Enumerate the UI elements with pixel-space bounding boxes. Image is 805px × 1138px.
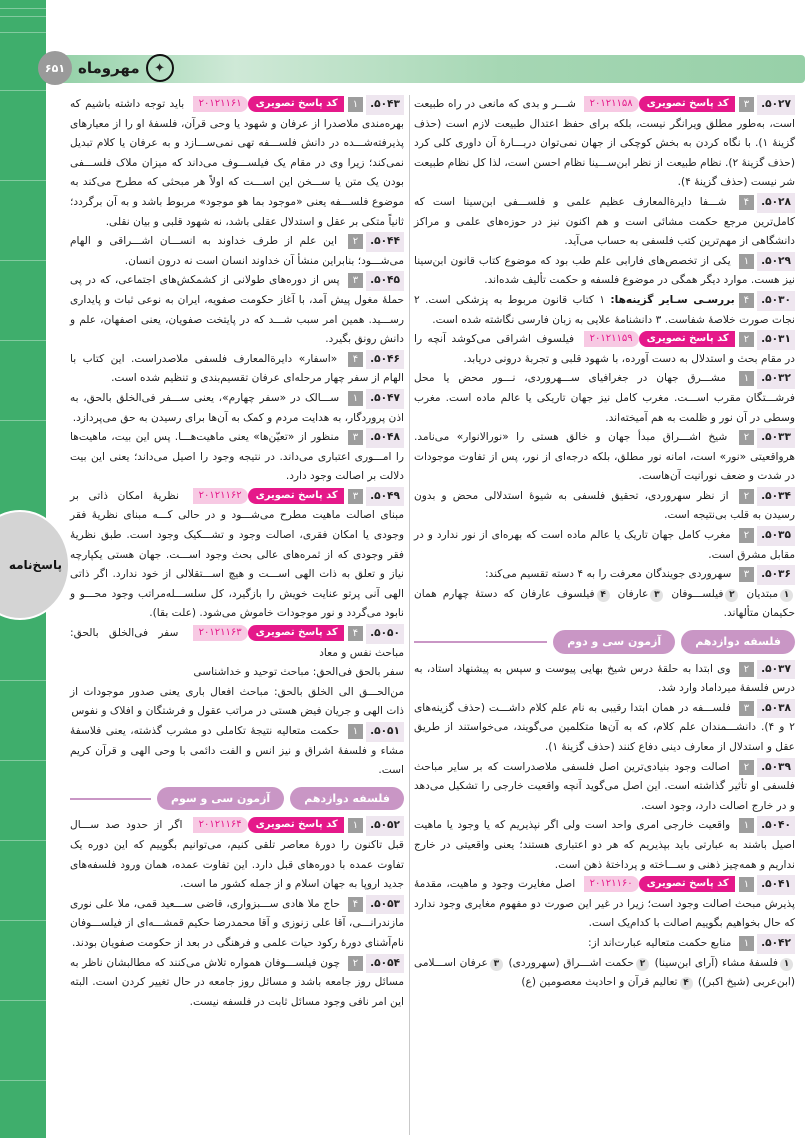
answer-option-badge: ۲ — [739, 662, 754, 677]
video-code-label: کد پاسخ تصویری — [248, 488, 344, 504]
question-number: ۵۰۴۱. — [757, 875, 795, 895]
answer-option-badge: ۱ — [739, 877, 754, 892]
answer-option-badge: ۱ — [739, 936, 754, 951]
answer-text: مشـــرق جهان در جغرافیای ســـهروردی، نـــور محض یا محل فرشـــتگان مقرب اســـت. مغرب کامل نیز جهان تاریکی یا عالم ماده است. مغرب وسطی در آن نور و ظلمت به هم آمیخته‌اند. — [414, 372, 795, 424]
answer-text: این علم از طرف خداوند به انســـان اشـــراقی و الهام می‌شـــود؛ بنابراین منشأ آن خداوند انسان است نه درون انسان. — [70, 235, 404, 267]
answer-text: اصل مغایرت وجود و ماهیت، مقدمهٔ پذیرش مبحث اصالت وجود است؛ زیرا در غیر این صورت دو مفهوم مغایری وجود ندارد که حال بخواهیم بگوییم اصالت با کدام‌یک است. — [414, 878, 795, 930]
answer-item — [414, 330, 795, 369]
answer-option-badge: ۱ — [348, 391, 363, 406]
section-subject-pill: فلسفه دوازدهم — [290, 787, 404, 811]
answer-text: سفر فی‌الخلق بالحق: مباحث نفس و معاد — [70, 627, 404, 659]
choice-number-icon: ۲ — [636, 958, 649, 971]
answer-item — [70, 95, 404, 232]
video-answer-code[interactable] — [584, 876, 735, 892]
question-number: ۵۰۳۹. — [757, 758, 795, 778]
answer-item — [70, 271, 404, 349]
question-number: ۵۰۴۸. — [366, 428, 404, 448]
answer-text: فیلسوف اشراقی می‌کوشد آنچه را در مقام بحث و استدلال به دست آورده، با شهود قلبی و تجربهٔ درونی دریابد. — [414, 333, 795, 365]
answer-item — [70, 816, 404, 894]
answer-item — [414, 95, 795, 193]
answer-text: اگر از حدود صد ســـال قبل تاکنون را دورهٔ معاصر تلقی کنیم، می‌توانیم بگوییم که این دوره یک تفاوت عمده با دوره‌های قبل دارد. این تفاوت عمده، همان ورود فلسفه‌های جدید اروپا به جهان اسلام و از جمله کشور ما است. — [70, 819, 404, 891]
section-exam-pill: آزمون سی و سوم — [157, 787, 284, 811]
section-subject-pill: فلسفه دوازدهم — [681, 630, 795, 654]
answer-option-badge: ۳ — [348, 489, 363, 504]
section-exam-pill: آزمون سی و دوم — [553, 630, 675, 654]
answer-option-badge: ۱ — [739, 371, 754, 386]
answer-option-badge: ۱ — [348, 97, 363, 112]
choice-text: تعالیم قرآن و احادیث معصومین (ع) — [521, 976, 678, 989]
answer-item — [70, 350, 404, 389]
question-number: ۵۰۵۰. — [366, 624, 404, 644]
answer-item — [70, 428, 404, 487]
answer-text: نظریهٔ امکان ذاتی بر مبنای اصالت ماهیت مطرح می‌شـــود و در حالی کـــه مبنای نظریهٔ فقر وجودی یا امکان فقری، اصالت وجود و تشـــکیک وجود است. طبق نظریهٔ فقر وجودی که از ثمره‌های عالی بحث وجود اســـت. جهان هستی یکپارچه نیاز و تعلق به ذات الهی اســـت و هیچ اســـتقلالی از خود ندارد. اگر ذاتی الهی آنی پرتو عنایت خویش را بازگیرد، کل سلســـله‌مراتب وجود محـــو و نابود می‌گردد و نور موجودات خاموش می‌شود. (علت بقا). — [70, 489, 404, 620]
video-answer-code[interactable] — [193, 96, 344, 112]
video-answer-code[interactable] — [584, 331, 735, 347]
video-answer-code[interactable] — [193, 625, 344, 641]
answer-text: واقعیت خارجی امری واحد است ولی اگر نپذیریم که یا وجود یا ماهیت اصیل باشند به عبارتی باید بپذیریم که هر دو اعتباری هستند؛ یعنی واقعیتی در خارج نداریم و همه‌چیز ذهنی و ســـاخته و پرداختهٔ ذهن است. — [414, 819, 795, 871]
video-code-value: ۲۰۱۲۱۱۶۳ — [193, 625, 248, 641]
question-number: ۵۰۳۳. — [757, 428, 795, 448]
answer-option-badge: ۲ — [739, 430, 754, 445]
answer-item — [414, 816, 795, 875]
question-number: ۵۰۲۹. — [757, 252, 795, 272]
answer-text: شیخ اشـــراق مبدأ جهان و خالق هستی را «نورالانوار» می‌نامد. هرواقعیتی «نور» است، امانه نور مطلق، بلکه درجه‌ای از نور، پس از تفاوت موجودات در شدت و ضعف نورانیت آن‌هاست. — [414, 431, 795, 483]
answer-item — [414, 369, 795, 428]
question-number: ۵۰۵۴. — [366, 954, 404, 974]
answer-item — [414, 660, 795, 699]
answer-text: مغرب کامل جهان تاریک یا عالم ماده است که بهره‌ای از نور ندارد و در مقابل مشرق است. — [414, 529, 795, 561]
answer-option-badge: ۴ — [739, 195, 754, 210]
page-number: ۶۵۱ — [38, 51, 72, 85]
answer-text: چون فیلســـوفان همواره تلاش می‌کنند که مطالبشان ناظر به مسائل روز جامعه باشد و مسائل روز جامعه در حال تغییر کردن است. البته این امر نافی وجود مسائل ثابت در فلسفه نیست. — [70, 956, 404, 1008]
answer-option-badge: ۲ — [739, 332, 754, 347]
left-column — [70, 95, 404, 1012]
choice-number-icon: ۱ — [780, 958, 793, 971]
right-column — [414, 95, 795, 993]
question-number: ۵۰۳۷. — [757, 660, 795, 680]
review-heading: بررسـی سـایر گزینه‌ها: — [610, 293, 735, 306]
answer-option-badge: ۱ — [348, 724, 363, 739]
answer-item — [414, 565, 795, 624]
answer-item — [414, 875, 795, 934]
section-rule — [414, 641, 547, 643]
answer-text: منابع حکمت متعالیه عبارت‌اند از: — [588, 936, 732, 949]
answer-item — [414, 428, 795, 487]
answer-item — [414, 758, 795, 817]
answer-extra-line: سفر بالحق فی‌الحق: مباحث توحید و خداشناسی — [193, 666, 404, 679]
video-code-value: ۲۰۱۲۱۱۶۱ — [193, 96, 248, 112]
question-number: ۵۰۲۸. — [757, 193, 795, 213]
video-code-value: ۲۰۱۲۱۱۵۸ — [584, 96, 639, 112]
answer-text: سهروردی جویندگان معرفت را به ۴ دسته تقسیم می‌کند: — [484, 568, 732, 581]
video-code-label: کد پاسخ تصویری — [639, 331, 735, 347]
answer-option-badge: ۴ — [348, 897, 363, 912]
answer-option-badge: ۳ — [348, 430, 363, 445]
choice-text: حکمت اشـــراق (سهروردی) — [508, 956, 634, 969]
butterfly-logo-icon: ✦ — [146, 54, 174, 82]
video-answer-code[interactable] — [193, 817, 344, 833]
question-number: ۵۰۳۵. — [757, 526, 795, 546]
video-code-label: کد پاسخ تصویری — [639, 96, 735, 112]
question-number: ۵۰۵۳. — [366, 895, 404, 915]
video-code-value: ۲۰۱۲۱۱۶۴ — [193, 817, 248, 833]
question-number: ۵۰۴۷. — [366, 389, 404, 409]
answer-text: وی ابتدا به حلقهٔ درس شیخ بهایی پیوست و سپس به پیشنهاد استاد، به درس فلسفهٔ میرداماد وارد شد. — [414, 662, 795, 695]
answer-item — [414, 291, 795, 330]
video-code-label: کد پاسخ تصویری — [639, 876, 735, 892]
choice-text: عرفان اســـلامی (ابن‌عربی (شیخ اکبر)) — [414, 956, 795, 989]
question-number: ۵۰۳۰. — [757, 291, 795, 311]
choice-text: فیلســـوفان — [671, 587, 724, 600]
question-number: ۵۰۲۷. — [757, 95, 795, 115]
answer-option-badge: ۱ — [739, 254, 754, 269]
brand-header — [38, 52, 174, 84]
section-header — [70, 787, 404, 811]
choice-number-icon: ۴ — [680, 977, 693, 990]
answer-text: باید توجه داشته باشیم که بهره‌مندی ملاصدرا از عرفان و شهود یا وحی قرآن، فلسفهٔ او را از معیارهای پذیرفته‌شـــده در دانش فلســـفه تهی نمی‌ســـازد و به عرفان یا کلام تبدیل نمی‌کند؛ زیرا وی در مقام یک فیلســـوف می‌داند که میزان ملاک فلســـفی بودن یک متن یا ســـخن این اســـت که اولاً هر مبحثی که مطرح می‌کند به موضوع فلســـفه یعنی «موجود بما هو موجود» مربوط باشد و به آن برگردد؛ ثانیاً متکی بر عقل و استدلال عقلی باشد، نه شهود قلبی و بیان نقلی. — [70, 98, 404, 228]
choice-number-icon: ۴ — [597, 589, 610, 602]
column-divider — [409, 95, 410, 1135]
answer-item — [70, 954, 404, 1013]
question-number: ۵۰۴۳. — [366, 95, 404, 115]
choice-number-icon: ۲ — [725, 589, 738, 602]
answer-option-badge: ۱ — [348, 818, 363, 833]
answer-item — [70, 487, 404, 624]
answer-extra-line: من‌الحـــق الی الخلق بالحق: مباحث افعال باری یعنی صدور موجودات از ذات الهی و جریان فیض هستی در مراتب عقول و فرشتگان و افلاک و نفوس — [70, 685, 404, 718]
question-number: ۵۰۴۶. — [366, 350, 404, 370]
video-code-label: کد پاسخ تصویری — [248, 625, 344, 641]
answer-text: ۱ کتاب قانون مربوط به پزشکی است. ۲ نجات صورت خلاصهٔ شفاست. ۳ دانشنامهٔ علایی به زبان فارسی نگاشته شده است. — [414, 293, 795, 326]
answer-text: از نظر سهروردی، تحقیق فلسفی به شیوهٔ استدلالی محض و بدون رسیدن به قلب بی‌نتیجه است. — [414, 489, 795, 522]
answer-text: فلســـفه در همان ابتدا رقیبی به نام علم کلام داشـــت (حذف گزینه‌های ۲ و ۴). دانشـــمندان علم کلام، که به آن‌ها متکلمین می‌گویند، می‌خواستند از طریق عقل و استدلال از معارف دینی دفاع کنند (حذف گزینهٔ ۱). — [414, 701, 795, 753]
answer-text: پس از دوره‌های طولانی از کشمکش‌های اجتماعی، که در پی حملهٔ مغول پیش آمد، با آغاز حکومت صفویه، ایران به نوعی ثبات و پایداری رســـید. همین امر سبب شـــد که در پایتخت صفویان، یعنی اصفهان، علم و دانش رونق بگیرد. — [70, 274, 404, 346]
question-number: ۵۰۴۵. — [366, 271, 404, 291]
brand-name: مهروماه — [78, 59, 140, 77]
question-number: ۵۰۴۴. — [366, 232, 404, 252]
answer-text: «اسفار» دایرةالمعارف فلسفی ملاصدراست. این کتاب با الهام از سفر چهار مرحله‌ای عرفان تقسیم‌بندی و تنظیم شده است. — [70, 352, 404, 385]
video-code-label: کد پاسخ تصویری — [248, 96, 344, 112]
answer-item — [414, 526, 795, 565]
answer-text: یکی از تخصص‌های فارابی علم طب بود که موضوع کتاب قانون ابن‌سینا نیز هست. موارد دیگر همگی در موضوع فلسفه و حکمت تألیف شده‌اند. — [414, 254, 795, 287]
choice-number-icon: ۳ — [650, 589, 663, 602]
answer-option-badge: ۱ — [739, 818, 754, 833]
question-number: ۵۰۳۶. — [757, 565, 795, 585]
answer-option-badge: ۲ — [348, 956, 363, 971]
answer-item — [414, 252, 795, 291]
question-number: ۵۰۳۲. — [757, 369, 795, 389]
answer-text: حاج ملا هادی ســـبزواری، قاضی ســـعید قمی، ملا علی نوری مازندرانـــی، آقا علی زنوزی و آقا محمدرضا حکیم قمشـــه‌ای از فیلســـوفان نام‌آشنای دورهٔ رکود حیات علمی و فرهنگی در بعد از حکومت صفویان بودند. — [70, 897, 404, 949]
answer-text: شـــفا دایرةالمعارف عظیم علمی و فلســـفی ابن‌سینا است که کامل‌ترین مرجع حکمت مشائی است و هم اکنون نیز در حوزه‌های علمی و مراکز دانشگاهی از مهم‌ترین کتب فلسفی به حساب می‌آید. — [414, 195, 795, 248]
answer-option-badge: ۳ — [739, 97, 754, 112]
choice-number-icon: ۳ — [490, 958, 503, 971]
answer-option-badge: ۲ — [348, 234, 363, 249]
answer-text: حکمت متعالیه نتیجهٔ تکاملی دو مشرب گذشته، یعنی فلاسفهٔ مشاء و فلسفهٔ اشراق و نیز انس و الفت دائمی با وحی الهی و قرآن کریم است. — [70, 725, 404, 777]
answer-option-badge: ۳ — [739, 567, 754, 582]
answer-item — [414, 934, 795, 993]
video-code-label: کد پاسخ تصویری — [248, 817, 344, 833]
question-number: ۵۰۵۱. — [366, 722, 404, 742]
section-header — [414, 630, 795, 654]
answer-item — [414, 699, 795, 758]
choice-text: عارفان — [617, 587, 649, 600]
video-code-value: ۲۰۱۲۱۱۶۲ — [193, 488, 248, 504]
question-number: ۵۰۳۸. — [757, 699, 795, 719]
video-code-value: ۲۰۱۲۱۱۵۹ — [584, 331, 639, 347]
answer-item — [70, 389, 404, 428]
answer-item — [70, 722, 404, 781]
answer-item — [70, 895, 404, 954]
answer-text: اصالت وجود بنیادی‌ترین اصل فلسفی ملاصدراست که بر سایر مباحث فلسفی او تأثیر گذاشته است. این اصل می‌گوید آنچه واقعیت خارجی را تشکیل می‌دهد و در خارج اصالت دارد، وجود است. — [414, 760, 795, 812]
answer-option-badge: ۳ — [739, 701, 754, 716]
answer-option-badge: ۴ — [739, 293, 754, 308]
answer-item — [414, 487, 795, 526]
section-rule — [70, 798, 151, 800]
answer-text: منظور از «تعیّن‌ها» یعنی ماهیت‌هـــا. پس این بیت، ماهیت‌ها را امـــوری اعتباری می‌داند. در نتیجه وجود را اصیل می‌داند؛ یعنی این بیت دلالت بر اصالت وجود دارد. — [70, 431, 404, 483]
choice-number-icon: ۱ — [780, 589, 793, 602]
question-number: ۵۰۴۹. — [366, 487, 404, 507]
video-answer-code[interactable] — [584, 96, 735, 112]
answer-option-badge: ۴ — [348, 626, 363, 641]
choice-text: فلسفهٔ مشاء (آرای ابن‌سینا) — [654, 956, 778, 969]
video-code-value: ۲۰۱۲۱۱۶۰ — [584, 876, 639, 892]
answer-option-badge: ۴ — [348, 352, 363, 367]
question-number: ۵۰۵۲. — [366, 816, 404, 836]
answer-option-badge: ۲ — [739, 760, 754, 775]
answer-item — [414, 193, 795, 252]
answer-option-badge: ۲ — [739, 528, 754, 543]
answer-sheet-tab-label: پاسخ‌نامه — [8, 558, 62, 572]
choice-text: مبتدیان — [746, 587, 779, 600]
choice-text: فیلسوف عارفان که دستهٔ چهارم همان حکیمان متألهاند. — [414, 587, 795, 620]
answer-text: ســـالک در «سفر چهارم»، یعنی ســـفر فی‌الخلق بالحق، به اذن پروردگار، به هدایت مردم و کمک به آن‌ها برای رسیدن به حق می‌پردازد. — [70, 391, 404, 424]
answer-option-badge: ۳ — [348, 273, 363, 288]
answer-item — [70, 232, 404, 271]
answer-option-badge: ۲ — [739, 489, 754, 504]
question-number: ۵۰۴۰. — [757, 816, 795, 836]
answer-item — [70, 624, 404, 722]
answer-sheet-tab[interactable] — [0, 510, 70, 620]
video-answer-code[interactable] — [193, 488, 344, 504]
answer-text: شـــر و بدی که مانعی در راه طبیعت است، به‌طور مطلق ویرانگر نیست، بلکه برای حفظ اعتدال طبیعت لازم است (حذف گزینهٔ ۱). با نگاه کردن به بخش کوچکی از جهان نمی‌توان دربـــارهٔ آن داوری کلی کرد (حذف گزینهٔ ۲). نظام طبیعت از نظر ابن‌ســـینا نظام احسن است، لذا کل نظام طبیعت شر نیست (حذف گزینهٔ ۴). — [414, 98, 795, 189]
question-number: ۵۰۳۴. — [757, 487, 795, 507]
question-number: ۵۰۴۲. — [757, 934, 795, 954]
question-number: ۵۰۳۱. — [757, 330, 795, 350]
